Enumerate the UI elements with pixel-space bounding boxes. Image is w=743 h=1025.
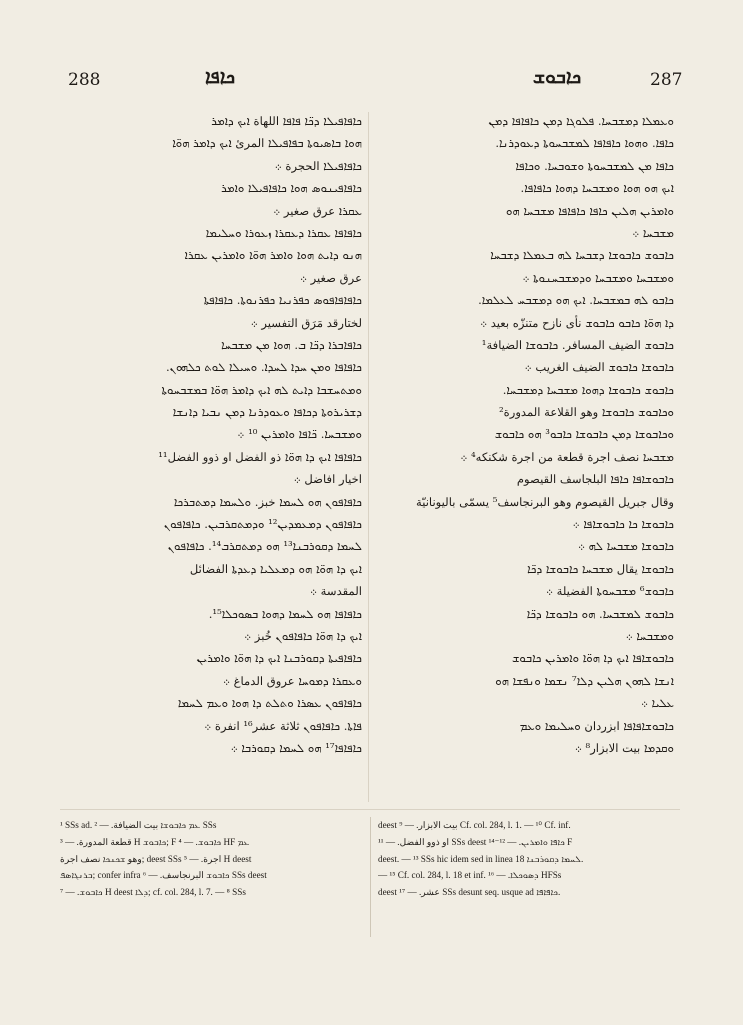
text-line: ܘܟܐܒܘܫ ܟܐܒܘܫܐ وهو القلاعة المدورة² xyxy=(498,405,674,420)
text-line: ܘܡܬܚܫܒܐ ܕܐܝܬ ܠܗ ܐܝܟ ܕܐܡܪ ܗܘ̈ܐ ܒܡܫܒܚܘܬܐ xyxy=(161,382,362,397)
footnote-line: وهو ܫܟܢܟܐ نصف اجرة; deest SSs اجرة. — ⁵ H deest xyxy=(60,853,252,864)
text-line: ܘܡܫܒܚܐ. ܟ̈ܐܦܐ ܘܐܡܪܝܢ ¹⁰ ܀ xyxy=(237,427,362,442)
text-line: اخيار افاضل ܀ xyxy=(293,472,362,487)
footnote-rule xyxy=(60,809,680,810)
text-line: ܡܫܒܚܐ نصف اجرة قطعة من اجرة شكنكه⁴ ܀ xyxy=(460,449,674,464)
text-line: ܟܐܦܐܦܝܬܐ ܕܩܘܪܒܢܐ ܐܝܟ ܕܐ ܗܘ̈ܐ ܘܐܡܪܝܢ xyxy=(196,651,362,666)
footnote-line: — ¹⁵ Cf. col. 284, l. 18 et inf. ܕܣܘܟܠܐ. — ¹⁶ HFSs xyxy=(378,870,562,881)
text-line: ܟܐܒܘܫ ܠܡܫܒܚܐ. ܗܘ ܟܐܒܘܫܐ ܕܟ̈ܐ xyxy=(526,606,674,621)
text-line: ܟܐܒܘܫܐܦܐ ܐܝܟ ܕܐ ܗܘ̈ܐ ܘܐܡܪܝܢ ܟܐܒܘܫ xyxy=(511,651,674,666)
text-line: المقدسة ܀ xyxy=(310,584,362,599)
text-line: ܟܐܦܐܦܐ ܥܩܪܐ ܕܥܩܪܐ ܙܥܘܪܐ ܘܚܠܝܡܐ xyxy=(205,225,362,240)
text-line: ܟܐܦܐܦܘܢ ܕܡܥܡܕܝܢ¹² ܘܕܡܬܩܪܒܝܢ. ܟܐܦܐܦܘܢ xyxy=(163,517,362,532)
footnote-line: ܒܪܢܓܐܣܦ; confer infra ܟܐܒܘܫ البرنجاسف. — ⁶ SSs deest xyxy=(60,870,267,881)
text-line: ܟܐܦܐܦܘܢ ܥܣܪܐ ܘܬܠܬ ܕܐ ܗܘܐ ܘܥܡ ܠܚܡܐ xyxy=(177,696,362,711)
footnote-line: deest عشر. — ¹⁷ SSs desunt seq. usque ad ܟܐܦܐܦܐ. xyxy=(378,887,561,898)
footnotes xyxy=(60,817,680,942)
text-line: ܘܥܡܠܐ ܕܡܫܒܚܐ. ܦܠܘܓܐ ܕܡܢ ܟܐܦܐܦܐ ܕܡܢ xyxy=(488,114,674,128)
text-line: ܐܝܟ ܕܐ ܗܘ̈ܐ ܗܘ ܕܡܥܠܝܐ ܕܥܕܬܐ الفضائل xyxy=(189,561,362,576)
running-head-right: ܟܐܒܘܫ xyxy=(532,66,582,88)
text-line: ܥܩܪܐ عرق صغير ܀ xyxy=(273,203,362,218)
right-column xyxy=(374,110,674,759)
text-line: ܗܢܘ ܕܐܝܬ ܗܘܐ ܘܐܡܪ ܗܘ̈ܐ ܘܐܡܪܝܢ ܥܩܪܐ xyxy=(184,248,362,263)
footnote-divider xyxy=(370,817,371,937)
text-line: ܟܐܦܐܦܐ ܗܘ ܠܚܡܐ ܕܗܘܐ ܒܣܘܟܠܐ¹⁵. xyxy=(208,606,362,621)
text-line: ܘܟܐܒܘܫܐ ܕܡܢ ܟܐܒܘܫܐ ܟܐܒܘ³ ܗܘ ܟܐܒܘܫ xyxy=(494,427,674,442)
text-line: ܟܐܒܘܫܐܦܐ ܟܐܦܐ البلجاسف القيصوم xyxy=(516,472,674,487)
running-head-left: ܟܐܦܐ xyxy=(204,66,236,88)
text-line: وقال جبريل القيصوم وهو البرنجاسف⁵ يسمّى باليونانيّة xyxy=(415,494,674,509)
text-line: ܟܐܦܐܦܝܠܐ الحجرة ܀ xyxy=(274,158,362,173)
footnote-line: ܟܐܒܘܫ. — ⁷ H deest ܕܠܐ; cf. col. 284, l. 7. — ⁸ SSs xyxy=(60,887,246,898)
text-line: ܟܐܦܐ. ܘܗܘܐ ܟܐܦܐܦܐ ܠܡܫܒܚܘܬܐ ܕܥܘܕܪܢܐ. xyxy=(495,136,674,151)
text-line: ܕܐ ܗܘ̈ܐ ܟܐܒܘ ܟܐܒܘܫ نأى نازح متنزّه بعيد ܀ xyxy=(480,315,674,330)
text-line: ܟܐܦܐܦܐ¹⁷ ܗܘ ܠܚܡܐ ܕܩܘܪܒܐ ܀ xyxy=(230,740,362,755)
footnote-line: deest. — ¹³ SSs hic idem sed in linea 18 ܠܚܡܐ ܕܩܘܪܒܢܐ. xyxy=(378,853,584,864)
footnotes-left xyxy=(60,817,360,901)
left-column xyxy=(64,110,362,759)
page-number-left: 288 xyxy=(68,70,101,90)
text-line: ܟܐܦܐ ܡܢ ܠܡܫܒܚܘܬܐ ܘܫܘܒܚܐ. ܘܟܐܦܐ xyxy=(515,158,674,173)
text-line: ܟܐܒܘܫ ܟܐܒܘܫܐ ܕܫܒܚܐ ܠܗ ܒܥܡܠܐ ܕܫܒܚܐ xyxy=(490,248,674,263)
footnote-line: deest بيت الابزار. — ⁹ Cf. col. 284, l. 1. — ¹⁰ Cf. inf. xyxy=(378,820,571,830)
text-line: ܟܐܒܘܫܐ ܡܫܒܚܐ ܠܗ ܀ xyxy=(578,539,674,554)
text-line: ܟܐܦܐܦܐ ܐܝܟ ܕܐ ܗܘ̈ܐ ذو الفضل او ذوو الفضل¹¹ xyxy=(158,449,362,464)
text-line: ܟܐܦܐܦܘܢ ܗܘ ܠܚܡܐ خبز. ܘܠܚܡܐ ܕܡܬܒܪܟܐ xyxy=(173,494,362,509)
text-line: ܟܐܦܐܦܐ ܘܡܢ ܚܕܐ ܠܚܕܐ. ܘܚܝܠܐ ܠܘܬ ܟܠܗܘܢ. xyxy=(165,360,362,375)
text-line: ܠܚܡܐ ܕܩܘܪܒܢܐ¹³ ܗܘ ܕܡܬܩܪܒ¹⁴. ܟܐܦܐܦܘܢ xyxy=(167,539,362,554)
text-line: ܘܥܩܪܐ ܕܡܘܚܐ عروق الدماغ ܀ xyxy=(222,673,362,688)
text-line: ܘܡܫܒܚܐ ܘܡܫܒܚܐ ܘܕܡܫܒܚܢܘܬܐ ܀ xyxy=(522,270,674,285)
text-line: ܟܐܒܘܫܐ ܟܐ ܟܐܒܘܫܐܦܐ ܀ xyxy=(572,517,674,532)
text-line: ܕܫܪܝܪܘܬܐ ܕܟܐܦܐ ܘܥܘܕܪܢܐ ܕܡܢ ܢܒܝܐ ܕܐܢܫܐ xyxy=(172,405,362,420)
text-line: ܟܐܒܘܫܐ ܟܐܒܘܫ الضيف الغريب ܀ xyxy=(524,360,674,375)
text-line: ܐܢܫܐ ܠܗܘܢ ܗܠܝܢ ܕܠܐ⁷ ܢܫܡܐ ܘܢܦܫܐ ܗܘ xyxy=(495,673,674,688)
text-line: ܟܐܦܐܒܪܐ ܕܟ̈ܐ ܒ. ܗܘܐ ܡܢ ܡܫܒܚܐ xyxy=(221,337,362,352)
text-line: ܟܐܒܘܫ⁶ ܡܫܒܚܘܬܐ الفضيلة ܀ xyxy=(545,584,674,599)
text-line: ܐܝܟ ܗܘ ܗܘܐ ܘܡܫܒܚܐ ܕܗܘܐ ܟܐܦܐܦܐ. xyxy=(520,181,674,196)
text-line: لختارقد مَرَق التفسير ܀ xyxy=(250,315,362,330)
text-line: ܟܐܒܘܫܐ يقال ܡܫܒܚܐ ܟܐܒܘܫܐ ܕܟ̈ܐ xyxy=(527,561,674,576)
footnotes-right xyxy=(378,817,680,901)
text-line: ܐܝܟ ܕܐ ܗܘ̈ܐ ܟܐܦܐܦܘܢ خُبز ܀ xyxy=(244,628,362,643)
text-line: ܟܐܦܐܦܝܠܐ ܕܟ̈ܐ ܦܐܦܐ اللهاة ܐܝܟ ܕܐܡܪ xyxy=(211,114,362,128)
text-line: ܘܡܫܒܚܐ ܀ xyxy=(625,628,674,643)
text-line: ܟܐܒܘܫ الضيف المسافر. ܟܐܒܘܫܐ الضيافة¹ xyxy=(481,337,674,352)
text-line: ܘܩܕܡܐ بيت الابزار⁸ ܀ xyxy=(574,740,674,755)
text-line: ܦܐܬܐ. ܟܐܦܐܦܘܢ ثلاثة عشر¹⁶ انفرة ܀ xyxy=(204,718,362,733)
text-line: ܘܐܡܪܝܢ ܗܠܝܢ ܟܐܦܐ ܟܐܦܐܦܐ ܡܫܒܚܐ ܗܘ xyxy=(506,203,674,218)
text-line: عرق صغير ܀ xyxy=(300,270,362,285)
text-line: ܥܠܝܐ ܀ xyxy=(641,696,674,711)
text-line: ܟܐܒܘ ܠܗ ܒܡܫܒܚܐ. ܐܝܟ ܗܘ ܕܡܫܒܚ ܠܥܠܡܐ. xyxy=(478,293,674,308)
text-line: ܡܫܒܚܐ ܀ xyxy=(632,225,674,240)
text-line: ܟܐܦܐܦܐܦܘܣ ܟܦܪܢܝܐ ܟܦܪܢܘܬܐ. ܟܐܦܐܦܬܐ xyxy=(203,293,362,308)
footnote-line: قطعة المدورة. — ³ H ܟܐܒܘܫ; F ܟܐܒܘܫ. — ⁴ HF ܥܡ xyxy=(60,836,250,847)
footnote-line: او ذوو الفضل. — ¹¹ SSs deest ܟܐܦܐ ܘܐܡܪܝܢ. — ¹²⁻¹⁴ F xyxy=(378,836,573,847)
footnote-line: ¹ SSs ad. ܥܡ ܟܐܒܘܫܐ بيت الضيافة. — ² SSs xyxy=(60,820,217,830)
text-line: ܟܐܒܘܫܐܦܐܦܐ ابزردان ܘܚܠܝܡܐ ܘܥܡ xyxy=(519,718,674,733)
text-line: ܗܘܐ ܒܐܣܝܘܬܐ ܒܦܐܦܝܠܐ المرئ ܐܝܟ ܕܐܡܪ ܗܘ̈ܐ xyxy=(172,136,362,151)
page-number-right: 287 xyxy=(650,70,683,90)
text-line: ܟܐܒܘܫ ܟܐܒܘܫܐ ܕܗܘܐ ܡܫܒܚܐ ܕܡܫܒܚܐ. xyxy=(502,382,674,397)
column-divider xyxy=(368,112,369,802)
text-line: ܟܐܦܐܦܝܢܘܣ ܗܘܐ ܟܐܦܐܦܝܠܐ ܘܐܡܪ xyxy=(221,181,362,196)
